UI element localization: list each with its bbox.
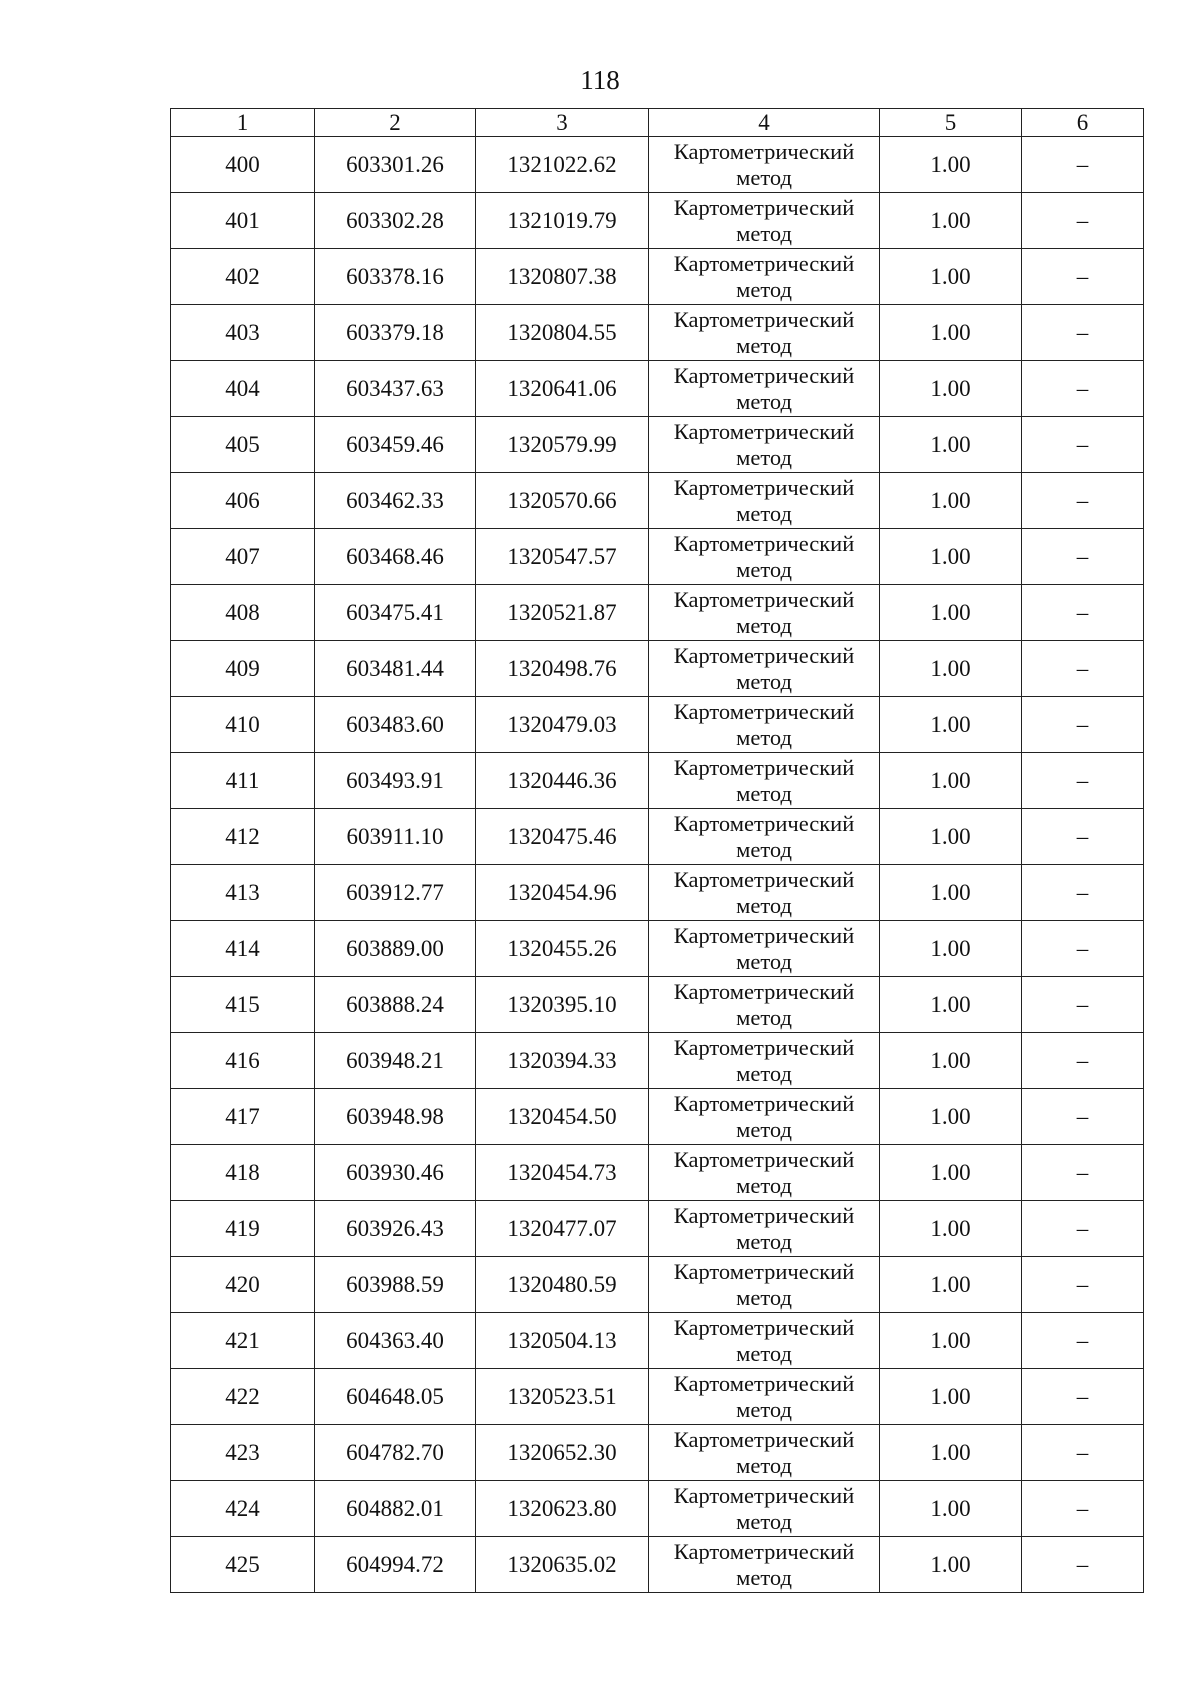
note-cell: – xyxy=(1022,137,1144,193)
note-cell: – xyxy=(1022,1313,1144,1369)
note-cell: – xyxy=(1022,249,1144,305)
table-row xyxy=(171,305,1144,361)
accuracy-cell: 1.00 xyxy=(880,753,1022,809)
y-coordinate-cell: 1320635.02 xyxy=(476,1537,649,1593)
header-cell-3: 3 xyxy=(476,109,649,137)
method-cell: Картометрический метод xyxy=(649,1257,880,1313)
table-row xyxy=(171,1145,1144,1201)
method-cell: Картометрический метод xyxy=(649,1481,880,1537)
x-coordinate-cell: 603912.77 xyxy=(315,865,476,921)
point-number-cell: 405 xyxy=(171,417,315,473)
table-row xyxy=(171,1537,1144,1593)
method-cell: Картометрический метод xyxy=(649,305,880,361)
header-row xyxy=(171,109,1144,137)
note-cell: – xyxy=(1022,809,1144,865)
point-number-cell: 408 xyxy=(171,585,315,641)
table-row xyxy=(171,193,1144,249)
note-cell: – xyxy=(1022,1537,1144,1593)
table-row xyxy=(171,921,1144,977)
method-cell: Картометрический метод xyxy=(649,753,880,809)
y-coordinate-cell: 1321022.62 xyxy=(476,137,649,193)
note-cell: – xyxy=(1022,1425,1144,1481)
x-coordinate-cell: 603302.28 xyxy=(315,193,476,249)
note-cell: – xyxy=(1022,1033,1144,1089)
y-coordinate-cell: 1320570.66 xyxy=(476,473,649,529)
x-coordinate-cell: 603948.21 xyxy=(315,1033,476,1089)
table-row xyxy=(171,865,1144,921)
x-coordinate-cell: 603988.59 xyxy=(315,1257,476,1313)
table-row xyxy=(171,753,1144,809)
table-row xyxy=(171,641,1144,697)
y-coordinate-cell: 1320477.07 xyxy=(476,1201,649,1257)
point-number-cell: 417 xyxy=(171,1089,315,1145)
x-coordinate-cell: 603459.46 xyxy=(315,417,476,473)
y-coordinate-cell: 1320454.50 xyxy=(476,1089,649,1145)
y-coordinate-cell: 1320395.10 xyxy=(476,977,649,1033)
point-number-cell: 403 xyxy=(171,305,315,361)
accuracy-cell: 1.00 xyxy=(880,1145,1022,1201)
note-cell: – xyxy=(1022,1145,1144,1201)
y-coordinate-cell: 1320523.51 xyxy=(476,1369,649,1425)
accuracy-cell: 1.00 xyxy=(880,193,1022,249)
y-coordinate-cell: 1320498.76 xyxy=(476,641,649,697)
y-coordinate-cell: 1320521.87 xyxy=(476,585,649,641)
method-cell: Картометрический метод xyxy=(649,137,880,193)
y-coordinate-cell: 1320807.38 xyxy=(476,249,649,305)
note-cell: – xyxy=(1022,921,1144,977)
point-number-cell: 418 xyxy=(171,1145,315,1201)
point-number-cell: 401 xyxy=(171,193,315,249)
method-cell: Картометрический метод xyxy=(649,1201,880,1257)
method-cell: Картометрический метод xyxy=(649,361,880,417)
x-coordinate-cell: 603468.46 xyxy=(315,529,476,585)
accuracy-cell: 1.00 xyxy=(880,529,1022,585)
method-cell: Картометрический метод xyxy=(649,921,880,977)
method-cell: Картометрический метод xyxy=(649,809,880,865)
note-cell: – xyxy=(1022,753,1144,809)
note-cell: – xyxy=(1022,193,1144,249)
x-coordinate-cell: 603475.41 xyxy=(315,585,476,641)
method-cell: Картометрический метод xyxy=(649,977,880,1033)
method-cell: Картометрический метод xyxy=(649,585,880,641)
y-coordinate-cell: 1320504.13 xyxy=(476,1313,649,1369)
y-coordinate-cell: 1320479.03 xyxy=(476,697,649,753)
table-body xyxy=(171,137,1144,1593)
point-number-cell: 412 xyxy=(171,809,315,865)
coordinates-table xyxy=(170,108,1144,1593)
point-number-cell: 402 xyxy=(171,249,315,305)
table-row xyxy=(171,1425,1144,1481)
x-coordinate-cell: 604882.01 xyxy=(315,1481,476,1537)
table-row xyxy=(171,585,1144,641)
x-coordinate-cell: 603301.26 xyxy=(315,137,476,193)
accuracy-cell: 1.00 xyxy=(880,697,1022,753)
note-cell: – xyxy=(1022,361,1144,417)
y-coordinate-cell: 1320641.06 xyxy=(476,361,649,417)
table-row xyxy=(171,529,1144,585)
point-number-cell: 413 xyxy=(171,865,315,921)
y-coordinate-cell: 1321019.79 xyxy=(476,193,649,249)
method-cell: Картометрический метод xyxy=(649,529,880,585)
accuracy-cell: 1.00 xyxy=(880,1481,1022,1537)
accuracy-cell: 1.00 xyxy=(880,305,1022,361)
point-number-cell: 416 xyxy=(171,1033,315,1089)
method-cell: Картометрический метод xyxy=(649,641,880,697)
table-row xyxy=(171,1369,1144,1425)
point-number-cell: 425 xyxy=(171,1537,315,1593)
note-cell: – xyxy=(1022,641,1144,697)
method-cell: Картометрический метод xyxy=(649,1089,880,1145)
header-cell-4: 4 xyxy=(649,109,880,137)
y-coordinate-cell: 1320623.80 xyxy=(476,1481,649,1537)
x-coordinate-cell: 603930.46 xyxy=(315,1145,476,1201)
accuracy-cell: 1.00 xyxy=(880,361,1022,417)
accuracy-cell: 1.00 xyxy=(880,249,1022,305)
note-cell: – xyxy=(1022,417,1144,473)
accuracy-cell: 1.00 xyxy=(880,585,1022,641)
accuracy-cell: 1.00 xyxy=(880,1425,1022,1481)
point-number-cell: 407 xyxy=(171,529,315,585)
y-coordinate-cell: 1320475.46 xyxy=(476,809,649,865)
point-number-cell: 411 xyxy=(171,753,315,809)
accuracy-cell: 1.00 xyxy=(880,865,1022,921)
x-coordinate-cell: 604648.05 xyxy=(315,1369,476,1425)
accuracy-cell: 1.00 xyxy=(880,809,1022,865)
table-row xyxy=(171,1313,1144,1369)
x-coordinate-cell: 603481.44 xyxy=(315,641,476,697)
x-coordinate-cell: 603493.91 xyxy=(315,753,476,809)
x-coordinate-cell: 603462.33 xyxy=(315,473,476,529)
point-number-cell: 404 xyxy=(171,361,315,417)
table-row xyxy=(171,1033,1144,1089)
accuracy-cell: 1.00 xyxy=(880,417,1022,473)
accuracy-cell: 1.00 xyxy=(880,977,1022,1033)
point-number-cell: 414 xyxy=(171,921,315,977)
y-coordinate-cell: 1320454.73 xyxy=(476,1145,649,1201)
header-cell-1: 1 xyxy=(171,109,315,137)
header-cell-6: 6 xyxy=(1022,109,1144,137)
table-header xyxy=(171,109,1144,137)
accuracy-cell: 1.00 xyxy=(880,137,1022,193)
header-cell-5: 5 xyxy=(880,109,1022,137)
y-coordinate-cell: 1320652.30 xyxy=(476,1425,649,1481)
x-coordinate-cell: 603911.10 xyxy=(315,809,476,865)
x-coordinate-cell: 603437.63 xyxy=(315,361,476,417)
note-cell: – xyxy=(1022,305,1144,361)
point-number-cell: 420 xyxy=(171,1257,315,1313)
method-cell: Картометрический метод xyxy=(649,1537,880,1593)
y-coordinate-cell: 1320455.26 xyxy=(476,921,649,977)
table-row xyxy=(171,1257,1144,1313)
note-cell: – xyxy=(1022,1481,1144,1537)
y-coordinate-cell: 1320454.96 xyxy=(476,865,649,921)
accuracy-cell: 1.00 xyxy=(880,921,1022,977)
point-number-cell: 419 xyxy=(171,1201,315,1257)
y-coordinate-cell: 1320394.33 xyxy=(476,1033,649,1089)
note-cell: – xyxy=(1022,977,1144,1033)
note-cell: – xyxy=(1022,1201,1144,1257)
note-cell: – xyxy=(1022,1089,1144,1145)
method-cell: Картометрический метод xyxy=(649,865,880,921)
note-cell: – xyxy=(1022,1369,1144,1425)
note-cell: – xyxy=(1022,865,1144,921)
method-cell: Картометрический метод xyxy=(649,473,880,529)
table-row xyxy=(171,1481,1144,1537)
table-row xyxy=(171,697,1144,753)
point-number-cell: 400 xyxy=(171,137,315,193)
y-coordinate-cell: 1320547.57 xyxy=(476,529,649,585)
method-cell: Картометрический метод xyxy=(649,417,880,473)
method-cell: Картометрический метод xyxy=(649,1313,880,1369)
accuracy-cell: 1.00 xyxy=(880,1201,1022,1257)
accuracy-cell: 1.00 xyxy=(880,1033,1022,1089)
method-cell: Картометрический метод xyxy=(649,1369,880,1425)
accuracy-cell: 1.00 xyxy=(880,473,1022,529)
x-coordinate-cell: 604782.70 xyxy=(315,1425,476,1481)
point-number-cell: 424 xyxy=(171,1481,315,1537)
table-row xyxy=(171,137,1144,193)
method-cell: Картометрический метод xyxy=(649,249,880,305)
x-coordinate-cell: 604994.72 xyxy=(315,1537,476,1593)
method-cell: Картометрический метод xyxy=(649,1033,880,1089)
table-row xyxy=(171,249,1144,305)
x-coordinate-cell: 603889.00 xyxy=(315,921,476,977)
y-coordinate-cell: 1320446.36 xyxy=(476,753,649,809)
table-row xyxy=(171,1089,1144,1145)
point-number-cell: 415 xyxy=(171,977,315,1033)
table-row xyxy=(171,361,1144,417)
method-cell: Картометрический метод xyxy=(649,1145,880,1201)
table-row xyxy=(171,473,1144,529)
point-number-cell: 422 xyxy=(171,1369,315,1425)
y-coordinate-cell: 1320579.99 xyxy=(476,417,649,473)
page-number: 118 xyxy=(580,65,620,95)
note-cell: – xyxy=(1022,529,1144,585)
x-coordinate-cell: 603378.16 xyxy=(315,249,476,305)
header-cell-2: 2 xyxy=(315,109,476,137)
accuracy-cell: 1.00 xyxy=(880,1089,1022,1145)
accuracy-cell: 1.00 xyxy=(880,1257,1022,1313)
point-number-cell: 421 xyxy=(171,1313,315,1369)
y-coordinate-cell: 1320804.55 xyxy=(476,305,649,361)
x-coordinate-cell: 603483.60 xyxy=(315,697,476,753)
y-coordinate-cell: 1320480.59 xyxy=(476,1257,649,1313)
point-number-cell: 409 xyxy=(171,641,315,697)
x-coordinate-cell: 603926.43 xyxy=(315,1201,476,1257)
table-row xyxy=(171,1201,1144,1257)
accuracy-cell: 1.00 xyxy=(880,1369,1022,1425)
table-row xyxy=(171,977,1144,1033)
method-cell: Картометрический метод xyxy=(649,1425,880,1481)
note-cell: – xyxy=(1022,585,1144,641)
table-row xyxy=(171,809,1144,865)
accuracy-cell: 1.00 xyxy=(880,1537,1022,1593)
note-cell: – xyxy=(1022,697,1144,753)
x-coordinate-cell: 603888.24 xyxy=(315,977,476,1033)
accuracy-cell: 1.00 xyxy=(880,641,1022,697)
point-number-cell: 410 xyxy=(171,697,315,753)
x-coordinate-cell: 603379.18 xyxy=(315,305,476,361)
method-cell: Картометрический метод xyxy=(649,697,880,753)
point-number-cell: 406 xyxy=(171,473,315,529)
accuracy-cell: 1.00 xyxy=(880,1313,1022,1369)
table-row xyxy=(171,417,1144,473)
note-cell: – xyxy=(1022,473,1144,529)
method-cell: Картометрический метод xyxy=(649,193,880,249)
point-number-cell: 423 xyxy=(171,1425,315,1481)
x-coordinate-cell: 604363.40 xyxy=(315,1313,476,1369)
x-coordinate-cell: 603948.98 xyxy=(315,1089,476,1145)
note-cell: – xyxy=(1022,1257,1144,1313)
